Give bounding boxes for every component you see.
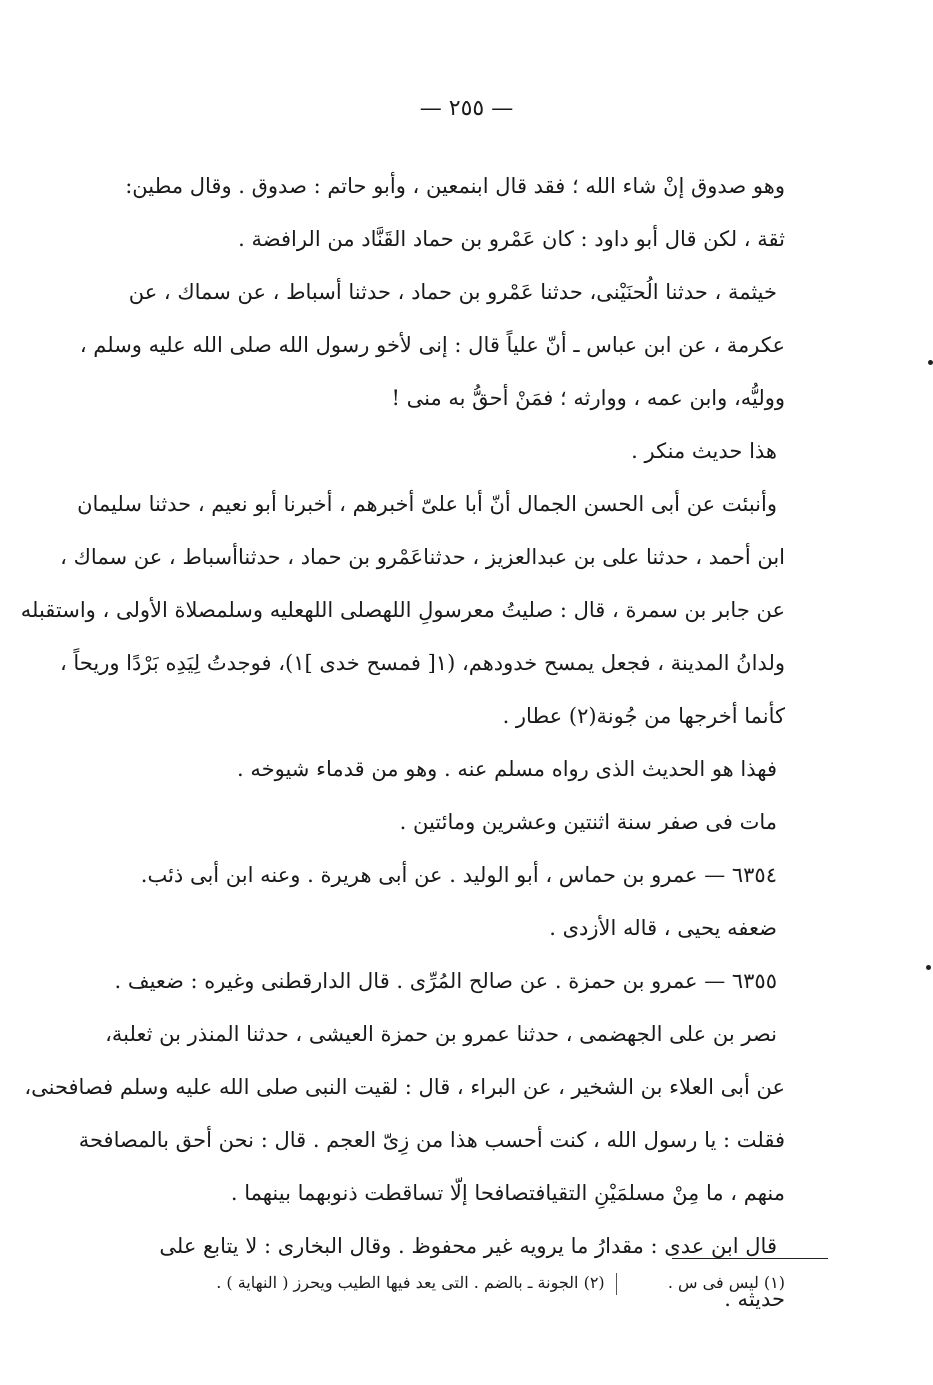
text-line: مات فى صفر سنة اثنتين وعشرين ومائتين . (399, 810, 777, 834)
text-line: ووليُّه، وابن عمه ، ووارثه ؛ فمَنْ أحقُّ به منى ! (391, 386, 785, 410)
text-line: ثقة ، لكن قال أبو داود : كان عَمْرو بن حماد القَنَّاد من الرافضة . (238, 227, 785, 251)
text-line: فقلت : يا رسول الله ، كنت أحسب هذا من زِىّ العجم . قال : نحن أحق بالمصافحة (78, 1128, 785, 1152)
text-line: عن جابر بن سمرة ، قال : صليتُ معرسولِ اللهصلى اللهعليه وسلمصلاة الأولى ، واستقبله (20, 598, 785, 622)
footnote-1: (١) ليس فى س . (667, 1273, 785, 1292)
text-line: فهذا هو الحديث الذى رواه مسلم عنه . وهو من قدماء شيوخه . (237, 757, 777, 781)
text-line: ولدانُ المدينة ، فجعل يمسح خدودهم، (١[ فمسح خدى ]١)، فوجدتُ لِيَدِه بَرْدًا وريحاً ، (59, 651, 785, 675)
text-line: ضعفه يحيى ، قاله الأزدى . (549, 916, 777, 940)
text-line: خيثمة ، حدثنا الُحنَيْنى، حدثنا عَمْرو بن حماد ، حدثنا أسباط ، عن سماك ، عن (128, 280, 777, 304)
entry-heading: ٦٣٥٤ — عمرو بن حماس ، أبو الوليد . عن أبى هريرة . وعنه ابن أبى ذئب. (140, 863, 777, 887)
footnote-separator (672, 1258, 828, 1259)
footnote-divider (616, 1273, 617, 1295)
margin-dot (926, 965, 931, 970)
page-number: — ٢٥٥ — (419, 96, 514, 121)
text-line: عن أبى العلاء بن الشخير ، عن البراء ، قال : لقيت النبى صلى الله عليه وسلم فصافحنى، (24, 1075, 785, 1099)
text-line: وهو صدوق إنْ شاء الله ؛ فقد قال ابنمعين ، وأبو حاتم : صدوق . وقال مطين: (125, 174, 785, 198)
text-line: هذا حديث منكر . (631, 439, 777, 463)
text-line: ابن أحمد ، حدثنا على بن عبدالعزيز ، حدثناعَمْرو بن حماد ، حدثناأسباط ، عن سماك ، (60, 545, 785, 569)
body-text (20, 160, 785, 1326)
footnote-2: (٢) الجونة ـ بالضم . التى يعد فيها الطيب ويحرز ( النهاية ) . (216, 1273, 605, 1292)
margin-dot (928, 360, 933, 365)
text-line: قال ابن عدى : مقدارُ ما يرويه غير محفوظ . وقال البخارى : لا يتابع على (159, 1234, 777, 1258)
text-line: عكرمة ، عن ابن عباس ـ أنّ علياً قال : إنى لأخو رسول الله صلى الله عليه وسلم ، (79, 333, 785, 357)
text-line: حديثه . (724, 1287, 785, 1311)
text-line: منهم ، ما مِنْ مسلمَيْنِ التقيافتصافحا إلّا تساقطت ذنوبهما بينهما . (230, 1181, 785, 1205)
entry-heading: ٦٣٥٥ — عمرو بن حمزة . عن صالح المُرِّى . قال الدارقطنى وغيره : ضعيف . (114, 969, 777, 993)
text-line: وأنبئت عن أبى الحسن الجمال أنّ أبا علىّ أخبرهم ، أخبرنا أبو نعيم ، حدثنا سليمان (77, 492, 777, 516)
text-line: كأنما أخرجها من جُونة(٢) عطار . (502, 704, 785, 728)
footnotes (155, 1268, 785, 1298)
text-line: نصر بن على الجهضمى ، حدثنا عمرو بن حمزة العيشى ، حدثنا المنذر بن ثعلبة، (105, 1022, 777, 1046)
